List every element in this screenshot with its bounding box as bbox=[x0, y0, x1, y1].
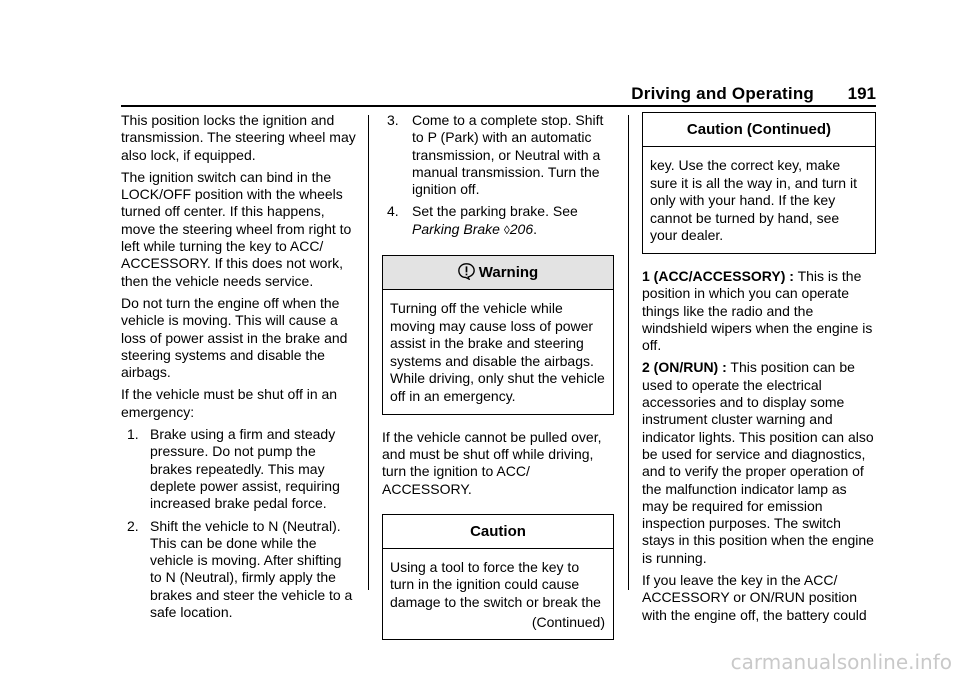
column-divider bbox=[368, 115, 369, 590]
caution-continued-box bbox=[642, 112, 876, 254]
column-divider bbox=[628, 115, 629, 590]
cross-reference-link[interactable]: Parking Brake bbox=[412, 220, 500, 237]
caution-continued-body: key. Use the correct key, make sure it is all the way in, and turn it only with your hand. If the key cannot be turned by hand, see your dealer. bbox=[650, 157, 857, 244]
continued-label: (Continued) bbox=[531, 613, 605, 630]
warning-body: Turning off the vehicle while moving may cause loss of power assist in the brake and steering systems and disable the airbags. While driving, only shut the vehicle off in an emergency. bbox=[390, 300, 605, 405]
list-item bbox=[121, 518, 356, 622]
list-item bbox=[382, 203, 614, 239]
warning-header bbox=[383, 256, 613, 290]
list-item bbox=[382, 112, 614, 198]
definition-term: 2 (ON/RUN) : bbox=[642, 359, 727, 376]
warning-title: Warning bbox=[478, 264, 539, 282]
paragraph: If the vehicle cannot be pulled over, and must be shut off while driving, turn the ignition to ACC/ ACCESSORY. bbox=[382, 428, 602, 497]
caution-text: Using a tool to force the key to turn in the ignition could cause damage to the switch or break the bbox=[390, 558, 601, 611]
caution-box bbox=[382, 514, 614, 640]
paragraph: This position locks the ignition and transmission. The steering wheel may also lock, if equipped. bbox=[121, 112, 356, 163]
definition bbox=[642, 268, 876, 354]
list-number: 1. bbox=[127, 426, 139, 443]
list-number: 4. bbox=[387, 203, 399, 220]
caution-header: Caution bbox=[383, 515, 613, 549]
paragraph: The ignition switch can bind in the LOCK/OFF position with the wheels turned off center. If this happens, move the steering wheel from right to left while turning the key to ACC/ ACCESSORY. If this does not work, then the vehicle needs service. bbox=[121, 168, 352, 289]
list-text: Shift the vehicle to N (Neutral). This can be done while the vehicle is moving. After shifting to N (Neutral), firmly apply the brakes and steer the vehicle to a safe location. bbox=[150, 517, 353, 621]
definition-text: This is the position in which you can operate things like the radio and the windshield wipers when the engine is off. bbox=[642, 267, 873, 354]
paragraph: If you leave the key in the ACC/ ACCESSORY or ON/RUN position with the engine off, the battery could bbox=[642, 572, 867, 623]
caution-continued-header: Caution (Continued) bbox=[643, 113, 875, 147]
list-item bbox=[121, 426, 356, 512]
definition-text: This position can be used to operate the electrical accessories and to display some instrument cluster warning and indicator lights. This position can also be used for service and diagnostics, and to verify the proper operation of the malfunction indicator lamp as may be required for emission inspection purposes. The switch stays in this position when the engine is running. bbox=[642, 359, 874, 566]
list-number: 3. bbox=[387, 112, 399, 128]
definition-term: 1 (ACC/ACCESSORY) : bbox=[642, 267, 794, 284]
paragraph: Do not turn the engine off when the vehicle is moving. This will cause a loss of power assist in the brake and steering systems and disable the airbags. bbox=[121, 294, 348, 381]
paragraph: If the vehicle must be shut off in an emergency: bbox=[121, 386, 338, 420]
caution-body bbox=[383, 549, 613, 639]
section-title: Driving and Operating bbox=[631, 84, 814, 103]
warning-icon bbox=[458, 263, 475, 280]
header-rule bbox=[121, 105, 876, 107]
column-3 bbox=[642, 112, 876, 629]
list-text-tail: . bbox=[533, 220, 538, 237]
column-2 bbox=[382, 112, 614, 654]
page-ref-icon: ◊ bbox=[503, 222, 510, 237]
list-text: Set the parking brake. See bbox=[412, 203, 578, 220]
definition bbox=[642, 359, 876, 567]
list-number: 2. bbox=[127, 517, 139, 534]
list-text: Brake using a firm and steady pressure. Do not pump the brakes repeatedly. This may deplete power assist, requiring increased brake pedal force. bbox=[150, 426, 340, 512]
cross-reference-page[interactable]: 206 bbox=[509, 220, 534, 237]
page-header bbox=[0, 0, 960, 110]
list-text: Come to a complete stop. Shift to P (Park) with an automatic transmission, or Neutral with a manual transmission. Turn the ignition off. bbox=[412, 112, 604, 198]
column-1 bbox=[121, 112, 356, 626]
watermark: carmanualsonline.info bbox=[730, 650, 952, 674]
page-number: 191 bbox=[847, 84, 876, 103]
warning-box bbox=[382, 255, 614, 415]
